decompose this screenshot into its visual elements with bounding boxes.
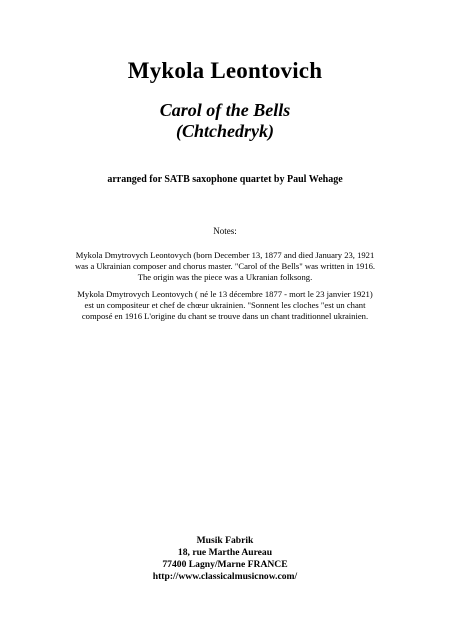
arrangement-credit: arranged for SATB saxophone quartet by Paul Wehage: [107, 174, 343, 185]
publisher-url-link[interactable]: http://www.classicalmusicnow.com/: [152, 571, 298, 582]
notes-english-line: was a Ukrainian composer and chorus master. "Carol of the Bells" was written in 1916.: [74, 261, 376, 271]
publisher-street: 18, rue Marthe Aureau: [177, 547, 273, 558]
notes-french-line: composé en 1916 L'origine du chant se trouve dans un chant traditionnel ukrainien.: [81, 311, 369, 321]
notes-english-line: Mykola Dmytrovych Leontovych (born December 13, 1877 and died January 23, 1921: [75, 250, 375, 260]
notes-english-paragraph: [30, 250, 420, 283]
title-line-subtitle: (Chtchedryk): [176, 121, 274, 141]
publisher-block: [0, 535, 450, 583]
publisher-name: Musik Fabrik: [196, 535, 254, 546]
publisher-city: 77400 Lagny/Marne FRANCE: [162, 559, 288, 570]
notes-french-line: est un compositeur et chef de chœur ukrainien. "Sonnent les cloches "est un chant: [84, 300, 366, 310]
notes-french-paragraph: [30, 289, 420, 322]
composer-name: Mykola Leontovich: [127, 58, 323, 83]
notes-label: Notes:: [213, 226, 237, 236]
title-line-main: Carol of the Bells: [159, 100, 291, 120]
piece-title: [0, 100, 450, 142]
notes-french-line: Mykola Dmytrovych Leontovych ( né le 13 décembre 1877 - mort le 23 janvier 1921): [77, 289, 373, 299]
notes-english-line: The origin was the piece was a Ukranian folksong.: [137, 272, 313, 282]
